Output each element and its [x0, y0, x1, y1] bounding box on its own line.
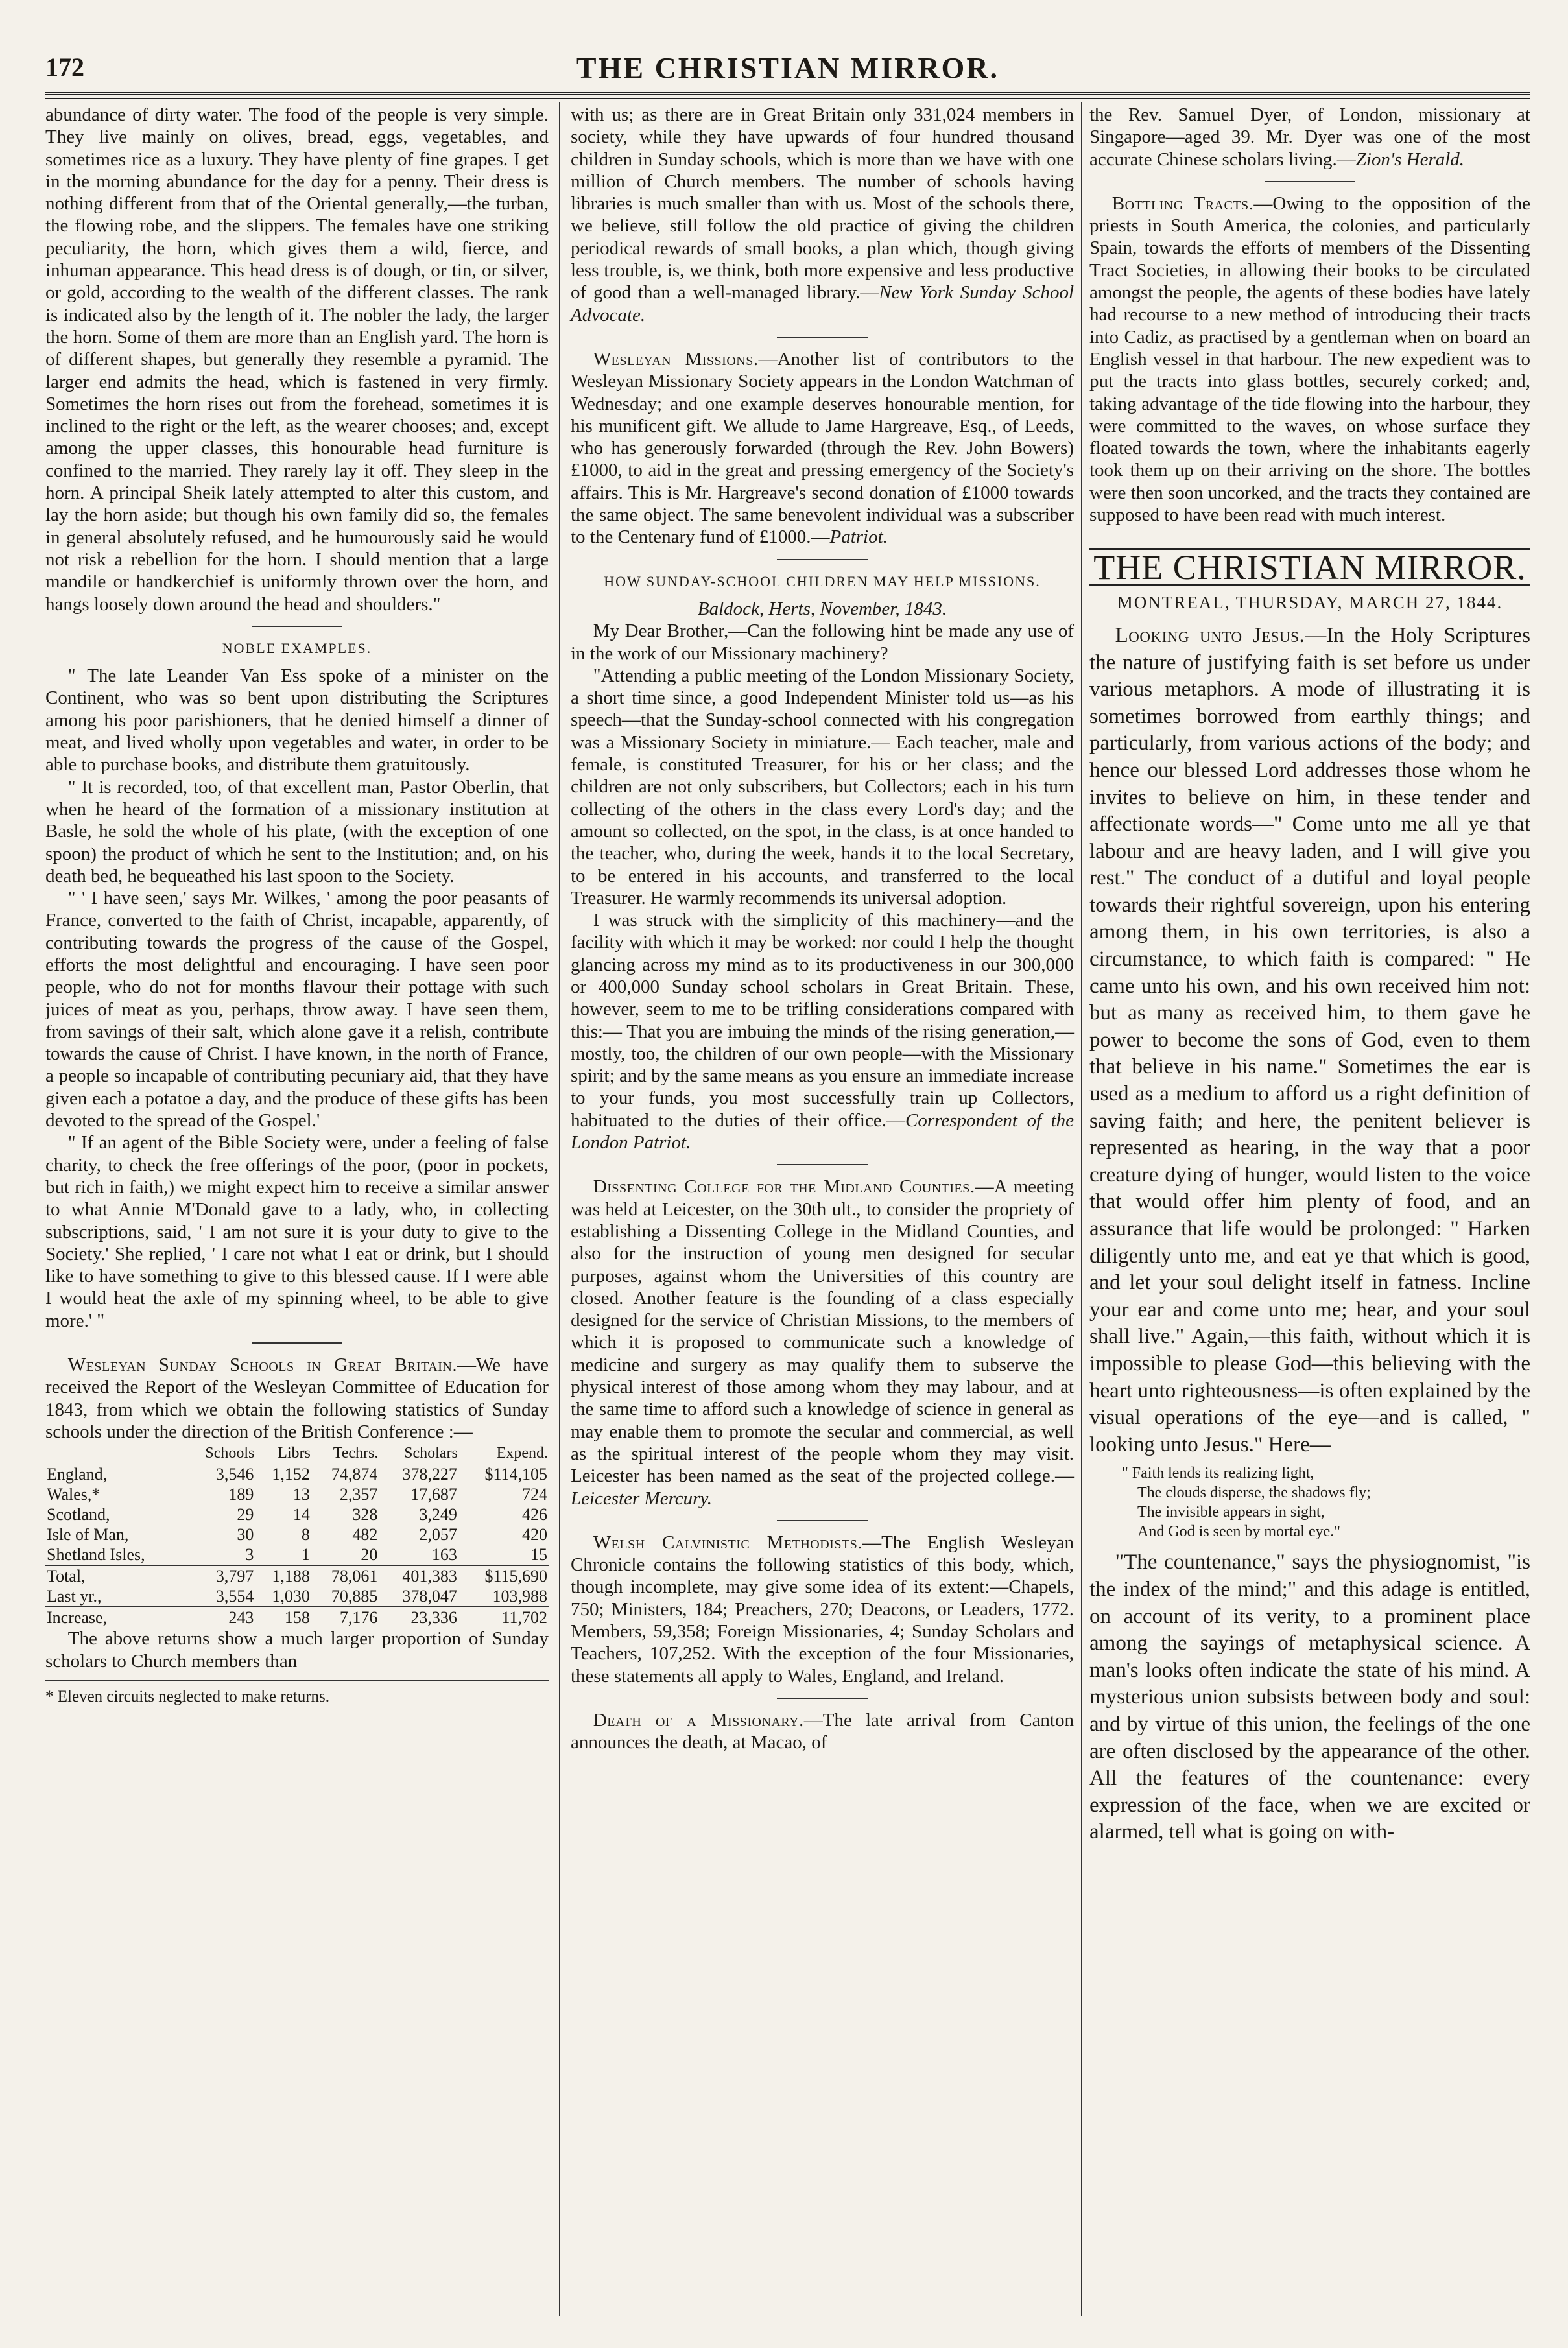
section-heading-dissenting-college: Dissenting College for the Midland Counties.	[593, 1176, 975, 1198]
table-cell: England,	[47, 1465, 108, 1484]
source-citation: Zion's Herald.	[1355, 148, 1465, 170]
table-header-row	[45, 1443, 549, 1464]
table-header: Schools	[205, 1445, 255, 1462]
section-rule	[777, 1164, 868, 1165]
table-cell: Shetland Isles,	[47, 1545, 145, 1565]
table-cell: 14	[292, 1505, 310, 1524]
table-cell: 2,357	[339, 1485, 378, 1504]
section-heading-sunday-school: HOW SUNDAY-SCHOOL CHILDREN MAY HELP MISSIONS.	[604, 573, 1041, 589]
table-cell: 7,176	[311, 1607, 379, 1628]
dateline: Baldock, Herts, November, 1843.	[697, 598, 947, 619]
section-heading-looking-unto-jesus: Looking unto Jesus.	[1115, 623, 1305, 647]
article-text: —Another list of contributors to the Wesleyan Missionary Society appears in the London Watchman of Wednesday; and one example deserves honourable mention, for his munificent gift. We allude to Jame Hargreave, Esq., of Leeds, who has generously forwarded (through the Rev. John Bowers) £1000, to aid in the great and pressing emergency of the Society's affairs. This is Mr. Hargreave's second donation of £1000 towards the same object. The same benevolent individual was a subscriber to the Centenary fund of £1000.—	[571, 348, 1074, 548]
table-cell: Isle of Man,	[47, 1525, 129, 1545]
table-row	[45, 1524, 549, 1545]
table-header: Expend.	[496, 1445, 548, 1462]
article-text: —In the Holy Scriptures the nature of justifying faith is set before us under various metaphors. A mode of illustrating it is sometimes borrowed from earthly things; and particularly, from various actions of the body; and hence our blessed Lord addresses those whom he invites to believe on him, in these tender and affectionate words—" Come unto me all ye that labour and are heavy laden, and I will give you rest." The conduct of a dutiful and loyal people towards their rightful sovereign, upon his entering among them, in his own territories, is also a circumstance, to which faith is compared: " He came unto his own, and his own received him not: but as many as received him, to them gave he power to become the sons of God, even to them that believe in his name." Sometimes the ear is used as a medium to afford us a right definition of saving faith; and here, the penitent believer is represented as hearing, in the way that a poor creature dying of hunger, would listen to the voice that would offer him plenty of food, and an assurance that life would be prolonged: " Harken diligently unto me, and eat ye that which is good, and let your soul delight itself in fatness. Incline your ear and come unto me; hear, and your soul shall live." Again,—this faith, without which it is impossible to please God—this believing with the heart unto righteousness—is often explained by the visual operations of the eye—and is called, " looking unto Jesus." Here—	[1089, 623, 1531, 1456]
table-last-year-row	[45, 1586, 549, 1607]
table-cell: 15	[530, 1545, 547, 1565]
running-title: THE CHRISTIAN MIRROR.	[576, 51, 1000, 84]
article-text: —A meeting was held at Leicester, on the 30th ult., to consider the propriety of establishing a Dissenting College in the Midland Counties, and also for the instruction of young men designed for secular purposes, against whom the Universities of this country are closed. Another feature is the founding of a class especially designed for the service of Christian Missions, to the members of which it is proposed to communicate such a knowledge of medicine and surgery as may qualify them to subserve the physical interest of those among whom they may labour, and at the same time to afford such a knowledge of science in general as may enable them to promote the secular and commercial, as well as the spiritual interest of the people whom they may visit. Leicester has been named as the seat of the projected college.—	[571, 1176, 1074, 1487]
table-cell: 20	[361, 1545, 378, 1565]
table-total-row	[45, 1565, 549, 1586]
table-cell: 70,885	[331, 1587, 378, 1606]
table-cell: 3,546	[215, 1465, 254, 1484]
article-paragraph: " ' I have seen,' says Mr. Wilkes, ' among the poor peasants of France, converted to the faith of Christ, incapable, apparently, of contributing towards the progress of the cause of the Gospel, efforts the most delightful and encouraging. I have seen poor people, who do not for months flavour their pottage with such juices of meat as you, perhaps, throw away. I have seen them, from savings of their salt, which alone gave it a relish, contribute towards the cause of Christ. I have known, in the north of France, a people so incapable of contributing pecuniary aid, that they have given each a potatoe a day, and the produce of these gifts has been devoted to the spread of the Gospel.'	[45, 888, 549, 1132]
table-cell: 163	[431, 1545, 457, 1565]
article-text: —Owing to the opposition of the priests in South America, the colonies, and particularly Spain, towards the efforts of members of the Dissenting Tract Societies, in allowing their books to be circulated amongst the people, the agents of these bodies have lately had recourse to a new method of introducing their tracts into Cadiz, as practised by a gentleman when on board an English vessel in that harbour. The new expedient was to put the tracts into glass bottles, securely corked; and, taking advantage of the tide flowing into the harbour, they were committed to the waves, on whose surface they floated towards the town, where the inhabitants eagerly took them up on their arriving on the shore. The bottles were then soon uncorked, and the tracts they contained are supposed to have been read with much interest.	[1089, 193, 1530, 526]
section-heading-bottling-tracts: Bottling Tracts.	[1111, 193, 1254, 214]
table-cell: 401,383	[379, 1565, 458, 1586]
table-cell: 74,874	[331, 1465, 378, 1484]
table-cell: 103,988	[492, 1587, 547, 1606]
source-citation: New York Sunday School Advocate.	[571, 282, 1074, 326]
article-paragraph: "Attending a public meeting of the London Missionary Society, a short time since, a good Independent Minister told us—as his speech—that the Sunday-school connected with his congregation was a Missionary Society in miniature.— Each teacher, male and female, is constituted Treasurer, for his or her class; and the children are not only subscribers, but Collectors; each in his turn collecting of the others in the class every Lord's day; and the amount so collected, on the spot, in the class, is at once handed to the teacher, who, during the week, hands it to the local Secretary, to be entered in his accounts, and transferred to the local Treasurer. He warmly recommends its universal adoption.	[571, 665, 1074, 908]
table-cell: 11,702	[458, 1607, 549, 1628]
verse-line: " Faith lends its realizing light,	[1122, 1465, 1314, 1482]
table-cell: 420	[522, 1525, 547, 1545]
article-text: with us; as there are in Great Britain only 331,024 members in society, while they have upwards of four hundred thousand children in Sunday schools, which is more than we have with one million of Church members. The number of schools having libraries is much smaller than with us. Most of the schools there, we believe, still follow the old practice of giving the children periodical rewards of small books, a plan which, though giving less trouble, is, we think, both more expensive and less productive of good than a well-managed library.—	[571, 104, 1074, 303]
table-cell: 189	[228, 1485, 254, 1504]
table-cell: 378,047	[402, 1587, 457, 1606]
page-number: 172	[45, 53, 84, 82]
column-divider-1	[559, 102, 560, 2316]
masthead-title: THE CHRISTIAN MIRROR.	[1093, 548, 1526, 587]
section-heading-noble-examples: NOBLE EXAMPLES.	[222, 639, 372, 656]
table-cell: 17,687	[410, 1485, 457, 1504]
column-1	[45, 104, 549, 1708]
table-cell: 1,152	[272, 1465, 310, 1484]
table-cell: 328	[352, 1505, 378, 1524]
section-rule	[1265, 181, 1355, 182]
table-cell: 1	[301, 1545, 310, 1565]
article-paragraph: "The countenance," says the physiognomist, "is the index of the mind;" and this adage is entitled, on account of its verity, to a prominent place among the sayings of metaphysical science. A man's looks often indicate the state of his mind. A mysterious union subsists between body and soul: and by virtue of this union, the feelings of the one are often disclosed by the appearance of the other. All the features of the countenance: every expression of the face, when we are excited or alarmed, tell what is going on with-	[1089, 1550, 1530, 1844]
table-cell: 3,554	[215, 1587, 254, 1606]
article-paragraph: " It is recorded, too, of that excellent man, Pastor Oberlin, that when he heard of the formation of a missionary institution at Basle, he sold the whole of his plate, (with the exception of one spoon) the product of which he sent to the Institution; and, on his death bed, he bequeathed his last spoon to the Society.	[45, 776, 549, 886]
column-2	[571, 104, 1074, 1753]
article-text: —The late arrival from Canton announces the death, at Macao, of	[571, 1709, 1074, 1753]
section-rule	[777, 337, 868, 338]
table-cell: $114,105	[484, 1465, 547, 1484]
table-cell: 3	[245, 1545, 254, 1565]
page-header	[45, 51, 1530, 91]
table-cell: 724	[522, 1485, 547, 1504]
source-citation: Patriot.	[829, 527, 888, 548]
source-citation: Leicester Mercury.	[571, 1488, 712, 1509]
table-cell: 426	[522, 1505, 547, 1524]
table-cell: $115,690	[458, 1565, 549, 1586]
table-cell: 158	[255, 1607, 311, 1628]
table-cell: 78,061	[311, 1565, 379, 1586]
table-row	[45, 1484, 549, 1504]
section-rule	[777, 1698, 868, 1699]
verse-quotation	[1122, 1464, 1530, 1541]
article-text: —The English Wesleyan Chronicle contains the following statistics of this body, which, though incomplete, may give some idea of its extent:—Chapels, 750; Ministers, 184; Preachers, 270; Deacons, or Leaders, 1772. Members, 59,358; Foreign Missionaries, 4; Sunday Scholars and Teachers, 107,252. With the exception of the four Missionaries, these statements all apply to Wales, England, and Ireland.	[571, 1532, 1074, 1687]
footnote: * Eleven circuits neglected to make returns.	[45, 1680, 549, 1708]
table-cell: 378,227	[402, 1465, 457, 1484]
table-cell: 3,797	[185, 1565, 255, 1586]
table-row	[45, 1464, 549, 1484]
table-cell: 1,030	[272, 1587, 310, 1606]
table-cell: 1,188	[255, 1565, 311, 1586]
table-cell: 2,057	[419, 1525, 457, 1545]
table-cell: 29	[237, 1505, 254, 1524]
table-header: Scholars	[404, 1445, 458, 1462]
section-rule	[252, 626, 342, 627]
article-paragraph: " The late Leander Van Ess spoke of a minister on the Continent, who was so bent upon distributing the Scriptures among his poor parishioners, that he denied himself a dinner of meat, and lived wholly upon vegetables and water, in order to be able to purchase books, and distribute them gratuitously.	[45, 665, 549, 776]
article-paragraph: My Dear Brother,—Can the following hint be made any use of in the work of our Missionary machinery?	[571, 621, 1074, 664]
article-text: —We have received the Report of the Wesleyan Committee of Education for 1843, from which we obtain the following statistics of Sunday schools under the direction of the British Conference :—	[45, 1355, 549, 1442]
section-heading-death-of-missionary: Death of a Missionary.	[593, 1709, 804, 1731]
section-heading-wesleyan-missions: Wesleyan Missions.	[593, 348, 759, 370]
article-text: abundance of dirty water. The food of the people is very simple. They live mainly on olives, bread, eggs, vegetables, and sometimes rice as a luxury. They have plenty of fine grapes. I get in the morning abundance for the day for a penny. Their dress is nothing different from that of the Oriental generally,—the turban, the flowing robe, and the slippers. The females have one striking peculiarity, the horn, which gives them a wild, fierce, and inhuman appearance. This head dress is of dough, or tin, or silver, or gold, according to the wealth of the different classes. The rank is indicated also by the length of it. The nobler the lady, the larger the horn. Some of them are more than an English yard. The horn is of different shapes, but generally they resemble a pyramid. The larger end admits the head, which is fastened in very firmly. Sometimes the horn rises out from the forehead, sometimes it is inclined to the right or the left, as the wearer chooses; and, except among the upper classes, this honourable head furniture is confined to the married. They rarely lay it off. They sleep in the horn. A principal Sheik lately attempted to alter this custom, and lay the horn aside; but though his own family did so, the females in general absolutely refused, and he humourously said he would not risk a rebellion for the horn. I should mention that a large mandile or handkerchief is uniformly thrown over the horn, and hangs loosely down around the head and shoulders."	[45, 104, 549, 615]
statistics-table	[45, 1443, 549, 1628]
table-cell: Scotland,	[47, 1505, 110, 1524]
table-header: Librs	[278, 1445, 311, 1462]
table-cell: 3,249	[419, 1505, 457, 1524]
section-rule	[777, 559, 868, 560]
section-heading-wesleyan-schools: Wesleyan Sunday Schools in Great Britain.	[67, 1355, 458, 1376]
table-cell: Wales,*	[47, 1485, 101, 1504]
table-header	[45, 1443, 185, 1464]
table-cell: Total,	[45, 1565, 185, 1586]
table-row	[45, 1545, 549, 1565]
table-increase-row	[45, 1607, 549, 1628]
column-divider-2	[1081, 102, 1082, 2316]
table-cell: 243	[185, 1607, 255, 1628]
source-citation: Correspondent of the London Patriot.	[571, 1109, 1074, 1154]
article-text: the Rev. Samuel Dyer, of London, missionary at Singapore—aged 39. Mr. Dyer was one of the most accurate Chinese scholars living.—	[1089, 104, 1530, 170]
section-rule	[252, 1342, 342, 1344]
section-rule	[777, 1520, 868, 1521]
verse-line: The invisible appears in sight,	[1137, 1504, 1325, 1521]
article-paragraph: The above returns show a much larger proportion of Sunday scholars to Church members than	[45, 1628, 549, 1672]
table-cell: 482	[352, 1525, 378, 1545]
table-cell: Last yr.,	[47, 1587, 102, 1606]
table-header: Techrs.	[333, 1445, 379, 1462]
table-cell: 8	[301, 1525, 310, 1545]
article-paragraph: " If an agent of the Bible Society were, under a feeling of false charity, to check the free offerings of the poor, (poor in pockets, but rich in faith,) we might expect him to receive a similar answer to what Annie M'Donald gave to a lady, who, in collecting subscriptions, said, ' I am not sure it is your duty to give to the Society.' She replied, ' I care not what I eat or drink, but I should like to have something to give to this blessed cause. If I were able I would heat the axle of my spinning wheel, to be able to give more.' "	[45, 1132, 549, 1331]
table-cell: Increase,	[45, 1607, 185, 1628]
table-row	[45, 1504, 549, 1524]
table-cell: 30	[237, 1525, 254, 1545]
column-3	[1089, 104, 1530, 1846]
header-rule	[45, 92, 1530, 99]
table-cell: 23,336	[379, 1607, 458, 1628]
masthead-dateline: MONTREAL, THURSDAY, MARCH 27, 1844.	[1117, 592, 1503, 612]
article-text: I was struck with the simplicity of this machinery—and the facility with which it may be worked: nor could I help the thought glancing across my mind as to its productiveness in our 300,000 or 400,000 Sunday school scholars in Great Britain. These, however, seem to me to be trifling considerations compared with this:— That you are imbuing the minds of the rising generation,—mostly, too, the children of our own people—with the Missionary spirit; and by the same means as you ensure an immediate increase to your funds, you most successfully train up Collectors, habituated to the duties of their office.—	[571, 910, 1074, 1131]
section-heading-welsh-calvinistic: Welsh Calvinistic Methodists.	[593, 1532, 863, 1553]
verse-line: And God is seen by mortal eye."	[1137, 1523, 1341, 1541]
verse-line: The clouds disperse, the shadows fly;	[1137, 1484, 1371, 1502]
table-cell: 13	[292, 1485, 310, 1504]
